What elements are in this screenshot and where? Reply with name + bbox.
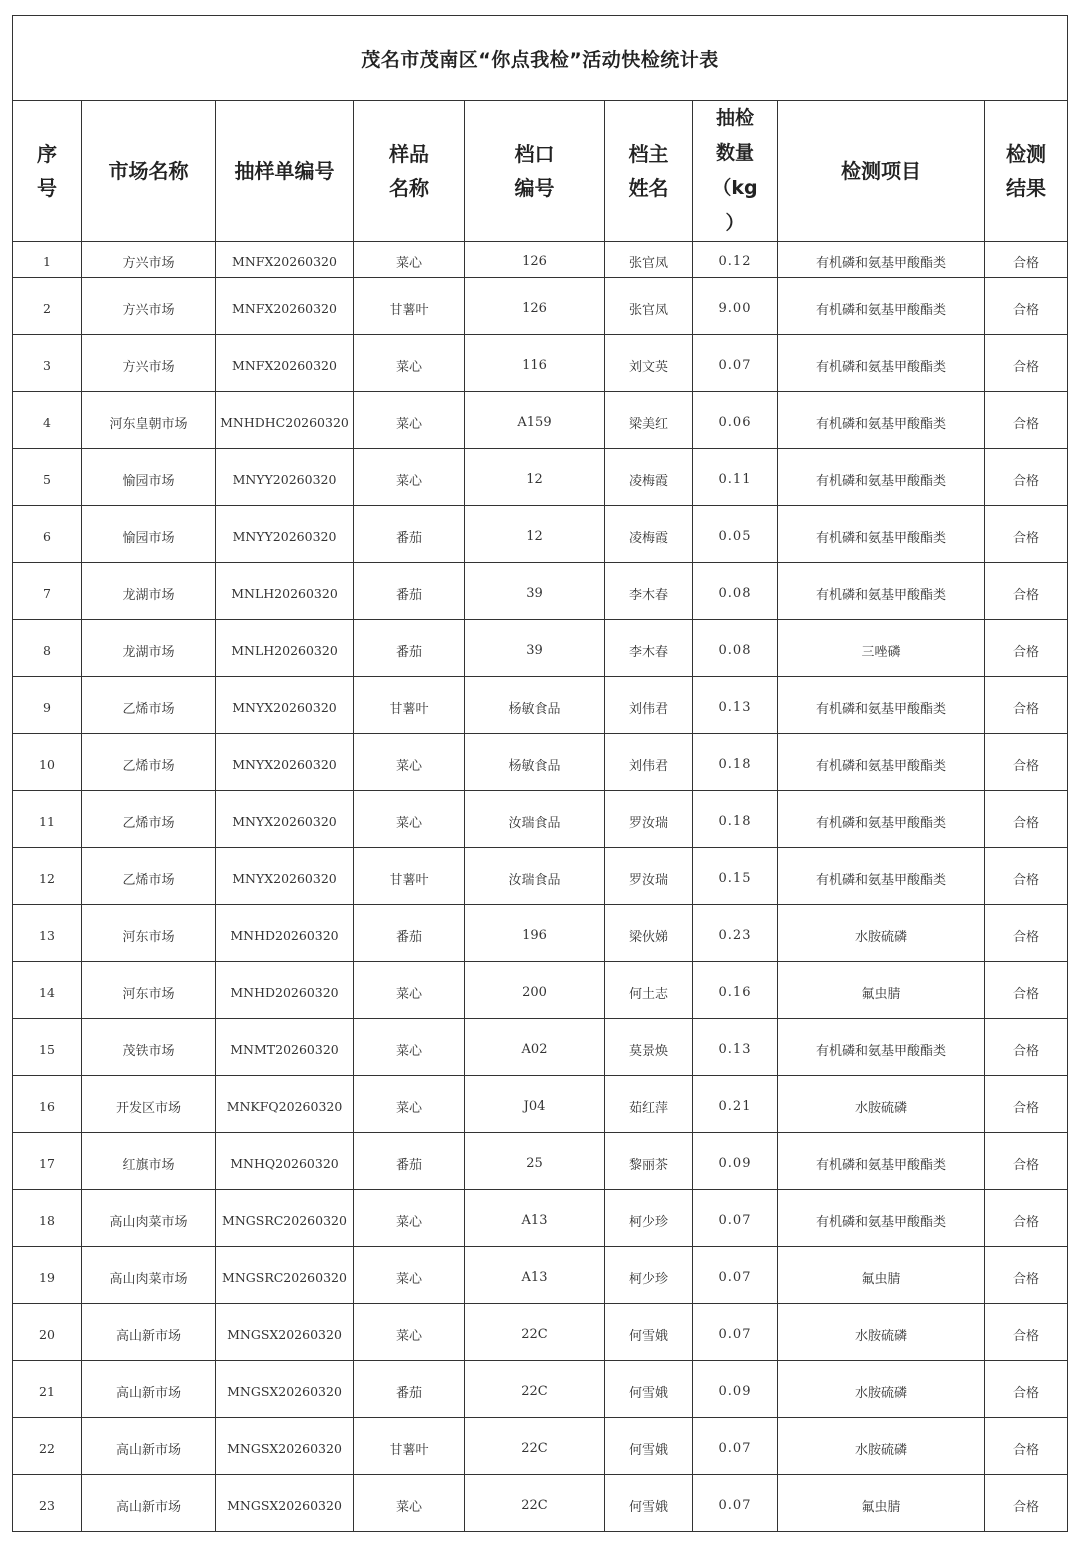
cell-stall: 22C xyxy=(465,1304,605,1361)
cell-index: 2 xyxy=(13,278,82,335)
cell-quantity: 0.13 xyxy=(693,677,778,734)
cell-quantity: 0.15 xyxy=(693,848,778,905)
cell-owner: 李木春 xyxy=(605,563,693,620)
cell-index: 22 xyxy=(13,1418,82,1475)
header-index xyxy=(13,101,82,242)
cell-sheet-no: MNYX20260320 xyxy=(216,848,354,905)
cell-stall: 39 xyxy=(465,620,605,677)
cell-market: 乙烯市场 xyxy=(82,791,216,848)
table-row xyxy=(13,278,1068,335)
cell-owner: 李木春 xyxy=(605,620,693,677)
cell-index: 18 xyxy=(13,1190,82,1247)
cell-quantity: 0.07 xyxy=(693,1247,778,1304)
table-row xyxy=(13,677,1068,734)
cell-owner: 罗汝瑞 xyxy=(605,848,693,905)
cell-result: 合格 xyxy=(985,1076,1068,1133)
cell-quantity: 0.08 xyxy=(693,563,778,620)
cell-result: 合格 xyxy=(985,620,1068,677)
cell-index: 21 xyxy=(13,1361,82,1418)
cell-sample: 菜心 xyxy=(354,1475,465,1532)
cell-sheet-no: MNYX20260320 xyxy=(216,734,354,791)
cell-owner: 柯少珍 xyxy=(605,1247,693,1304)
cell-market: 乙烯市场 xyxy=(82,848,216,905)
cell-stall: 126 xyxy=(465,242,605,278)
header-amount-line1: 抽检 xyxy=(715,107,754,129)
cell-sample: 菜心 xyxy=(354,1076,465,1133)
cell-sample: 番茄 xyxy=(354,620,465,677)
cell-sample: 甘薯叶 xyxy=(354,848,465,905)
cell-sheet-no: MNFX20260320 xyxy=(216,278,354,335)
header-row xyxy=(13,101,1068,242)
cell-quantity: 0.18 xyxy=(693,734,778,791)
header-result-line1: 检测 xyxy=(1006,142,1046,166)
cell-stall: A13 xyxy=(465,1247,605,1304)
table-row xyxy=(13,242,1068,278)
cell-sample: 菜心 xyxy=(354,1019,465,1076)
cell-stall: A02 xyxy=(465,1019,605,1076)
cell-result: 合格 xyxy=(985,677,1068,734)
cell-owner: 刘文英 xyxy=(605,335,693,392)
cell-sheet-no: MNHDHC20260320 xyxy=(216,392,354,449)
cell-index: 11 xyxy=(13,791,82,848)
cell-sample: 菜心 xyxy=(354,1304,465,1361)
cell-owner: 何雪娥 xyxy=(605,1361,693,1418)
cell-market: 河东皇朝市场 xyxy=(82,392,216,449)
cell-test-item: 水胺硫磷 xyxy=(778,1304,985,1361)
cell-stall: A13 xyxy=(465,1190,605,1247)
cell-sheet-no: MNGSX20260320 xyxy=(216,1304,354,1361)
table-row xyxy=(13,1133,1068,1190)
cell-result: 合格 xyxy=(985,506,1068,563)
cell-result: 合格 xyxy=(985,392,1068,449)
cell-stall: 汝瑞食品 xyxy=(465,791,605,848)
cell-owner: 何雪娥 xyxy=(605,1304,693,1361)
cell-index: 5 xyxy=(13,449,82,506)
cell-sample: 番茄 xyxy=(354,1361,465,1418)
cell-market: 茂铁市场 xyxy=(82,1019,216,1076)
cell-quantity: 0.07 xyxy=(693,1190,778,1247)
cell-market: 愉园市场 xyxy=(82,506,216,563)
cell-market: 高山肉菜市场 xyxy=(82,1247,216,1304)
cell-sheet-no: MNFX20260320 xyxy=(216,335,354,392)
cell-sheet-no: MNHD20260320 xyxy=(216,962,354,1019)
cell-quantity: 0.21 xyxy=(693,1076,778,1133)
cell-test-item: 水胺硫磷 xyxy=(778,1418,985,1475)
cell-quantity: 0.07 xyxy=(693,335,778,392)
cell-quantity: 0.23 xyxy=(693,905,778,962)
header-index-line2: 号 xyxy=(37,176,57,200)
cell-market: 高山肉菜市场 xyxy=(82,1190,216,1247)
table-row xyxy=(13,1475,1068,1532)
cell-test-item: 有机磷和氨基甲酸酯类 xyxy=(778,1019,985,1076)
header-result xyxy=(985,101,1068,242)
cell-index: 23 xyxy=(13,1475,82,1532)
cell-stall: 杨敏食品 xyxy=(465,734,605,791)
cell-sample: 甘薯叶 xyxy=(354,677,465,734)
header-sample-line1: 样品 xyxy=(389,142,429,166)
table-row xyxy=(13,848,1068,905)
cell-index: 13 xyxy=(13,905,82,962)
cell-sheet-no: MNGSRC20260320 xyxy=(216,1247,354,1304)
cell-sheet-no: MNHQ20260320 xyxy=(216,1133,354,1190)
cell-owner: 黎丽茶 xyxy=(605,1133,693,1190)
cell-stall: 杨敏食品 xyxy=(465,677,605,734)
cell-result: 合格 xyxy=(985,962,1068,1019)
cell-market: 方兴市场 xyxy=(82,242,216,278)
table-row xyxy=(13,392,1068,449)
cell-result: 合格 xyxy=(985,1475,1068,1532)
cell-market: 愉园市场 xyxy=(82,449,216,506)
cell-result: 合格 xyxy=(985,1361,1068,1418)
cell-owner: 刘伟君 xyxy=(605,677,693,734)
cell-quantity: 0.13 xyxy=(693,1019,778,1076)
cell-market: 乙烯市场 xyxy=(82,734,216,791)
cell-index: 16 xyxy=(13,1076,82,1133)
table-row xyxy=(13,1247,1068,1304)
cell-index: 17 xyxy=(13,1133,82,1190)
cell-sheet-no: MNYY20260320 xyxy=(216,506,354,563)
cell-quantity: 0.07 xyxy=(693,1475,778,1532)
cell-test-item: 有机磷和氨基甲酸酯类 xyxy=(778,506,985,563)
cell-sheet-no: MNLH20260320 xyxy=(216,620,354,677)
table-row xyxy=(13,563,1068,620)
cell-result: 合格 xyxy=(985,1019,1068,1076)
cell-stall: 22C xyxy=(465,1475,605,1532)
cell-market: 河东市场 xyxy=(82,905,216,962)
table-row xyxy=(13,335,1068,392)
cell-result: 合格 xyxy=(985,1304,1068,1361)
cell-test-item: 氟虫腈 xyxy=(778,1475,985,1532)
cell-owner: 何雪娥 xyxy=(605,1475,693,1532)
cell-result: 合格 xyxy=(985,242,1068,278)
cell-result: 合格 xyxy=(985,563,1068,620)
cell-index: 1 xyxy=(13,242,82,278)
cell-test-item: 有机磷和氨基甲酸酯类 xyxy=(778,335,985,392)
cell-stall: 116 xyxy=(465,335,605,392)
cell-test-item: 有机磷和氨基甲酸酯类 xyxy=(778,734,985,791)
cell-stall: J04 xyxy=(465,1076,605,1133)
cell-quantity: 0.18 xyxy=(693,791,778,848)
cell-sheet-no: MNGSX20260320 xyxy=(216,1475,354,1532)
cell-result: 合格 xyxy=(985,335,1068,392)
cell-result: 合格 xyxy=(985,278,1068,335)
cell-quantity: 0.06 xyxy=(693,392,778,449)
cell-owner: 茹红萍 xyxy=(605,1076,693,1133)
table-row xyxy=(13,1190,1068,1247)
cell-owner: 梁美红 xyxy=(605,392,693,449)
inspection-table-sheet xyxy=(12,15,1068,1532)
header-test-item: 检测项目 xyxy=(778,101,985,242)
cell-test-item: 水胺硫磷 xyxy=(778,1361,985,1418)
cell-stall: 12 xyxy=(465,506,605,563)
cell-sheet-no: MNHD20260320 xyxy=(216,905,354,962)
cell-sheet-no: MNKFQ20260320 xyxy=(216,1076,354,1133)
cell-result: 合格 xyxy=(985,449,1068,506)
cell-market: 高山新市场 xyxy=(82,1361,216,1418)
cell-sample: 番茄 xyxy=(354,1133,465,1190)
cell-sample: 菜心 xyxy=(354,791,465,848)
cell-test-item: 有机磷和氨基甲酸酯类 xyxy=(778,449,985,506)
cell-result: 合格 xyxy=(985,1247,1068,1304)
cell-sheet-no: MNYX20260320 xyxy=(216,677,354,734)
cell-index: 10 xyxy=(13,734,82,791)
cell-owner: 何雪娥 xyxy=(605,1418,693,1475)
header-stall-line1: 档口 xyxy=(514,142,555,166)
cell-quantity: 0.09 xyxy=(693,1133,778,1190)
cell-index: 14 xyxy=(13,962,82,1019)
cell-result: 合格 xyxy=(985,1190,1068,1247)
cell-sample: 菜心 xyxy=(354,1190,465,1247)
cell-stall: 22C xyxy=(465,1418,605,1475)
cell-market: 龙湖市场 xyxy=(82,620,216,677)
cell-sheet-no: MNFX20260320 xyxy=(216,242,354,278)
cell-sheet-no: MNYX20260320 xyxy=(216,791,354,848)
header-amount xyxy=(693,101,778,242)
cell-sample: 菜心 xyxy=(354,1247,465,1304)
table-body xyxy=(13,242,1068,1532)
cell-result: 合格 xyxy=(985,905,1068,962)
cell-test-item: 有机磷和氨基甲酸酯类 xyxy=(778,1133,985,1190)
cell-result: 合格 xyxy=(985,734,1068,791)
table-row xyxy=(13,1361,1068,1418)
cell-index: 15 xyxy=(13,1019,82,1076)
cell-owner: 张官凤 xyxy=(605,242,693,278)
cell-sample: 番茄 xyxy=(354,506,465,563)
cell-index: 6 xyxy=(13,506,82,563)
cell-test-item: 有机磷和氨基甲酸酯类 xyxy=(778,242,985,278)
cell-test-item: 有机磷和氨基甲酸酯类 xyxy=(778,791,985,848)
table-row xyxy=(13,1019,1068,1076)
cell-index: 3 xyxy=(13,335,82,392)
cell-market: 龙湖市场 xyxy=(82,563,216,620)
table-row xyxy=(13,1304,1068,1361)
cell-sample: 菜心 xyxy=(354,242,465,278)
cell-result: 合格 xyxy=(985,791,1068,848)
cell-index: 9 xyxy=(13,677,82,734)
cell-quantity: 0.11 xyxy=(693,449,778,506)
cell-stall: 25 xyxy=(465,1133,605,1190)
cell-stall: 汝瑞食品 xyxy=(465,848,605,905)
cell-market: 高山新市场 xyxy=(82,1418,216,1475)
header-market: 市场名称 xyxy=(82,101,216,242)
table-row xyxy=(13,791,1068,848)
cell-test-item: 氟虫腈 xyxy=(778,962,985,1019)
cell-test-item: 有机磷和氨基甲酸酯类 xyxy=(778,563,985,620)
header-result-line2: 结果 xyxy=(1006,176,1046,200)
cell-test-item: 有机磷和氨基甲酸酯类 xyxy=(778,1190,985,1247)
table-row xyxy=(13,506,1068,563)
cell-market: 开发区市场 xyxy=(82,1076,216,1133)
cell-owner: 罗汝瑞 xyxy=(605,791,693,848)
header-stall xyxy=(465,101,605,242)
cell-market: 红旗市场 xyxy=(82,1133,216,1190)
cell-test-item: 有机磷和氨基甲酸酯类 xyxy=(778,278,985,335)
cell-quantity: 0.07 xyxy=(693,1304,778,1361)
cell-market: 方兴市场 xyxy=(82,278,216,335)
header-amount-line3: （kg xyxy=(712,177,758,199)
header-amount-line2: 数量 xyxy=(715,142,754,164)
cell-owner: 刘伟君 xyxy=(605,734,693,791)
cell-market: 乙烯市场 xyxy=(82,677,216,734)
table-row xyxy=(13,905,1068,962)
cell-result: 合格 xyxy=(985,1418,1068,1475)
cell-test-item: 水胺硫磷 xyxy=(778,1076,985,1133)
cell-sample: 菜心 xyxy=(354,392,465,449)
table-row xyxy=(13,962,1068,1019)
cell-result: 合格 xyxy=(985,848,1068,905)
header-amount-line4: ） xyxy=(725,212,745,234)
cell-index: 8 xyxy=(13,620,82,677)
table-row xyxy=(13,620,1068,677)
cell-index: 7 xyxy=(13,563,82,620)
cell-sample: 番茄 xyxy=(354,905,465,962)
table-row xyxy=(13,734,1068,791)
cell-owner: 柯少珍 xyxy=(605,1190,693,1247)
cell-market: 高山新市场 xyxy=(82,1475,216,1532)
cell-quantity: 0.05 xyxy=(693,506,778,563)
cell-sheet-no: MNGSX20260320 xyxy=(216,1361,354,1418)
cell-sample: 菜心 xyxy=(354,962,465,1019)
cell-test-item: 氟虫腈 xyxy=(778,1247,985,1304)
cell-test-item: 有机磷和氨基甲酸酯类 xyxy=(778,392,985,449)
cell-index: 20 xyxy=(13,1304,82,1361)
cell-sheet-no: MNGSX20260320 xyxy=(216,1418,354,1475)
cell-stall: 200 xyxy=(465,962,605,1019)
cell-quantity: 0.07 xyxy=(693,1418,778,1475)
cell-test-item: 有机磷和氨基甲酸酯类 xyxy=(778,848,985,905)
cell-owner: 凌梅霞 xyxy=(605,506,693,563)
cell-sample: 番茄 xyxy=(354,563,465,620)
header-sample xyxy=(354,101,465,242)
cell-result: 合格 xyxy=(985,1133,1068,1190)
cell-quantity: 0.08 xyxy=(693,620,778,677)
cell-quantity: 9.00 xyxy=(693,278,778,335)
cell-sample: 菜心 xyxy=(354,734,465,791)
cell-stall: 12 xyxy=(465,449,605,506)
header-owner-line1: 档主 xyxy=(628,142,669,166)
cell-owner: 梁伙娣 xyxy=(605,905,693,962)
header-sheet-no: 抽样单编号 xyxy=(216,101,354,242)
cell-index: 19 xyxy=(13,1247,82,1304)
cell-index: 4 xyxy=(13,392,82,449)
cell-quantity: 0.12 xyxy=(693,242,778,278)
cell-stall: A159 xyxy=(465,392,605,449)
table-row xyxy=(13,1418,1068,1475)
cell-market: 高山新市场 xyxy=(82,1304,216,1361)
cell-sheet-no: MNYY20260320 xyxy=(216,449,354,506)
header-sample-line2: 名称 xyxy=(389,176,429,200)
header-owner-line2: 姓名 xyxy=(628,176,669,200)
table-row xyxy=(13,1076,1068,1133)
cell-stall: 126 xyxy=(465,278,605,335)
cell-stall: 22C xyxy=(465,1361,605,1418)
table-title: 茂名市茂南区“你点我检”活动快检统计表 xyxy=(13,16,1068,101)
cell-owner: 何土志 xyxy=(605,962,693,1019)
cell-quantity: 0.09 xyxy=(693,1361,778,1418)
cell-sample: 甘薯叶 xyxy=(354,1418,465,1475)
header-owner xyxy=(605,101,693,242)
cell-sheet-no: MNLH20260320 xyxy=(216,563,354,620)
cell-sheet-no: MNGSRC20260320 xyxy=(216,1190,354,1247)
cell-quantity: 0.16 xyxy=(693,962,778,1019)
cell-owner: 莫景焕 xyxy=(605,1019,693,1076)
table-row xyxy=(13,449,1068,506)
cell-market: 方兴市场 xyxy=(82,335,216,392)
cell-sheet-no: MNMT20260320 xyxy=(216,1019,354,1076)
header-index-line1: 序 xyxy=(37,142,57,166)
cell-owner: 张官凤 xyxy=(605,278,693,335)
cell-stall: 196 xyxy=(465,905,605,962)
header-stall-line2: 编号 xyxy=(514,176,555,200)
cell-owner: 凌梅霞 xyxy=(605,449,693,506)
cell-market: 河东市场 xyxy=(82,962,216,1019)
cell-test-item: 水胺硫磷 xyxy=(778,905,985,962)
cell-test-item: 三唑磷 xyxy=(778,620,985,677)
cell-sample: 甘薯叶 xyxy=(354,278,465,335)
inspection-table xyxy=(12,15,1068,1532)
cell-index: 12 xyxy=(13,848,82,905)
cell-stall: 39 xyxy=(465,563,605,620)
cell-test-item: 有机磷和氨基甲酸酯类 xyxy=(778,677,985,734)
cell-sample: 菜心 xyxy=(354,449,465,506)
cell-sample: 菜心 xyxy=(354,335,465,392)
